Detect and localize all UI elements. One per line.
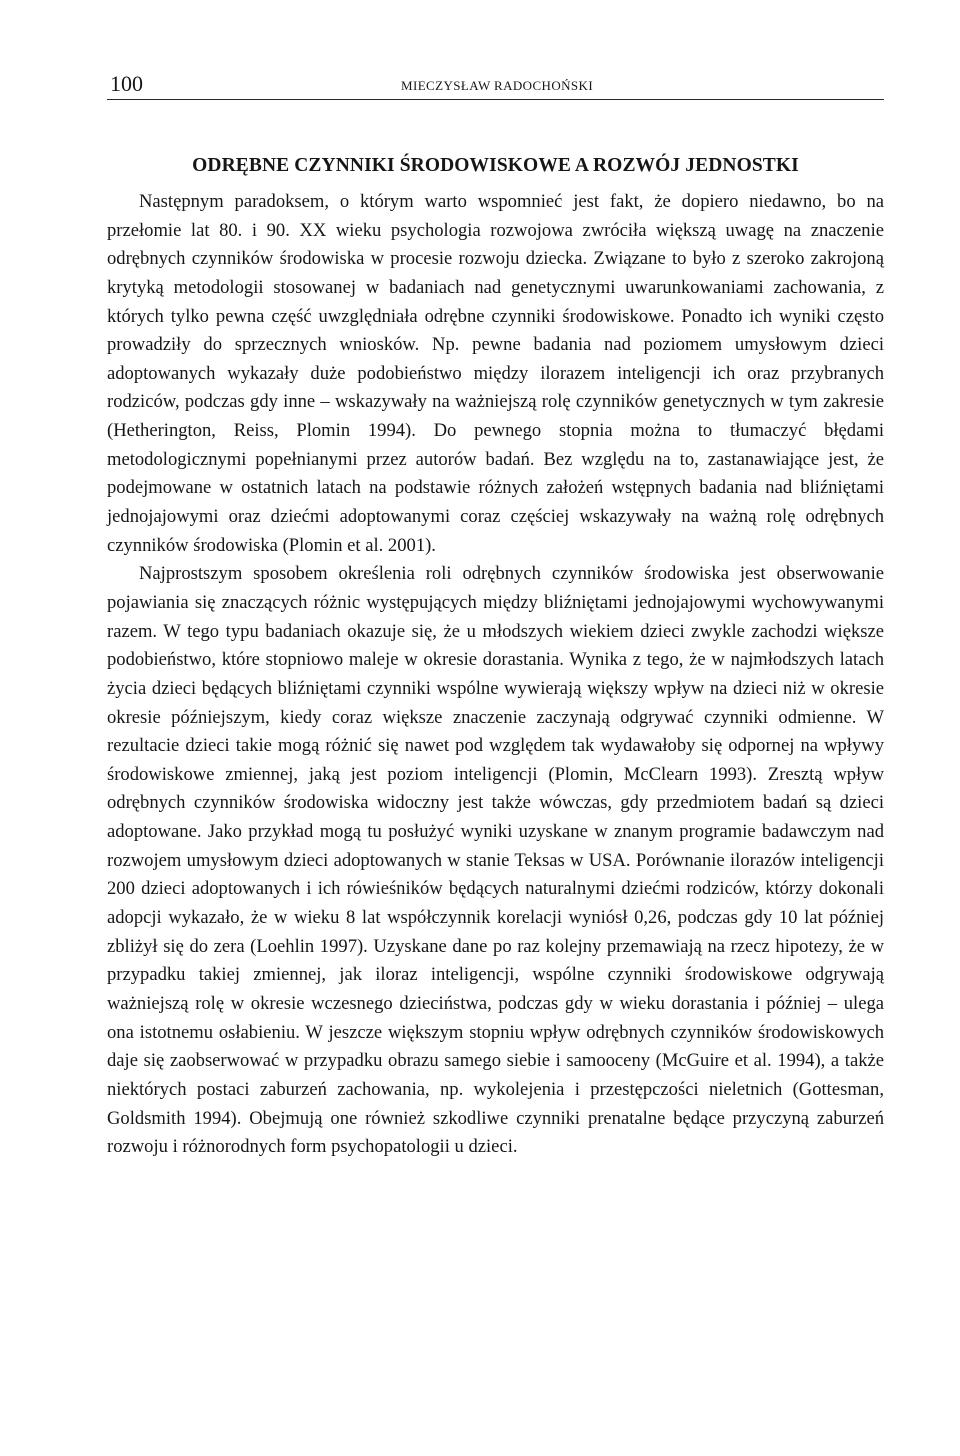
- header-rule: [107, 99, 884, 100]
- page-number: 100: [110, 71, 143, 96]
- section-heading: ODRĘBNE CZYNNIKI ŚRODOWISKOWE A ROZWÓJ JEDNOSTKI: [192, 155, 799, 177]
- paragraph-2: Najprostszym sposobem określenia roli odrębnych czynników środowiska jest obserwowanie pojawiania się znaczących różnic występujących między bliźniętami jednojajowymi wychowywanymi razem. W tego typu badaniach okazuje się, że u młodszych wiekiem dzieci zwykle zachodzi większe podobieństwo, które stopniowo maleje w okresie dorastania. Wynika z tego, że w najmłodszych latach życia dzieci będących bliźniętami czynniki wspólne wywierają większy wpływ na dzieci niż w okresie okresie późniejszym, kiedy coraz większe znaczenie zaczynają odgrywać czynniki odmienne. W rezultacie dzieci takie mogą różnić się nawet pod względem tak wydawałoby się odpornej na wpływy środowiskowe zmiennej, jaką jest poziom inteligencji (Plomin, McClearn 1993). Zresztą wpływ odrębnych czynników środowiska widoczny jest także wówczas, gdy przedmiotem badań są dzieci adoptowane. Jako przykład mogą tu posłużyć wyniki uzyskane w znanym programie badawczym nad rozwojem umysłowym dzieci adoptowanych w stanie Teksas w USA. Porównanie ilorazów inteligencji 200 dzieci adoptowanych i ich rówieśników będących naturalnymi dziećmi rodziców, którzy dokonali adopcji wykazało, że w wieku 8 lat współczynnik korelacji wyniósł 0,26, podczas gdy 10 lat później zbliżył się do zera (Loehlin 1997). Uzyskane dane po raz kolejny przemawiają na rzecz hipotezy, że w przypadku takiej zmiennej, jak iloraz inteligencji, wspólne czynniki środowiskowe odgrywają ważniejszą rolę w okresie wczesnego dzieciństwa, podczas gdy w wieku dorastania i później – ulega ona istotnemu osłabieniu. W jeszcze większym stopniu wpływ odrębnych czynników środowiskowych daje się zaobserwować w przypadku obrazu samego siebie i samooceny (McGuire et al. 1994), a także niektórych postaci zaburzeń zachowania, np. wykolejenia i przestępczości nieletnich (Gottesman, Goldsmith 1994). Obejmują one również szkodliwe czynniki prenatalne będące przyczyną zaburzeń rozwoju i różnorodnych form psychopatologii u dzieci.: [107, 563, 884, 1158]
- body-text: [107, 188, 884, 1162]
- page-header: [107, 66, 884, 102]
- paragraph-1: Następnym paradoksem, o którym warto wspomnieć jest fakt, że dopiero niedawno, bo na przełomie lat 80. i 90. XX wieku psychologia rozwojowa zwróciła większą uwagę na znaczenie odrębnych czynników środowiska w procesie rozwoju dziecka. Związane to było z szeroko zakrojoną krytyką metodologii stosowanej w badaniach nad genetycznymi uwarunkowaniami zachowania, z których tylko pewna część uwzględniała odrębne czynniki środowiskowe. Ponadto ich wyniki często prowadziły do sprzecznych wniosków. Np. pewne badania nad poziomem umysłowym dzieci adoptowanych wykazały duże podobieństwo między ilorazem inteligencji ich oraz przybranych rodziców, podczas gdy inne – wskazywały na ważniejszą rolę czynników genetycznych w tym zakresie (Hetherington, Reiss, Plomin 1994). Do pewnego stopnia można to tłumaczyć błędami metodologicznymi popełnianymi przez autorów badań. Bez względu na to, zastanawiające jest, że podejmowane w ostatnich latach na podstawie różnych założeń wstępnych badania nad bliźniętami jednojajowymi oraz dziećmi adoptowanymi coraz częściej wskazywały na ważną rolę odrębnych czynników środowiska (Plomin et al. 2001).: [107, 191, 884, 556]
- running-head-author: MIECZYSŁAW RADOCHOŃSKI: [401, 78, 594, 93]
